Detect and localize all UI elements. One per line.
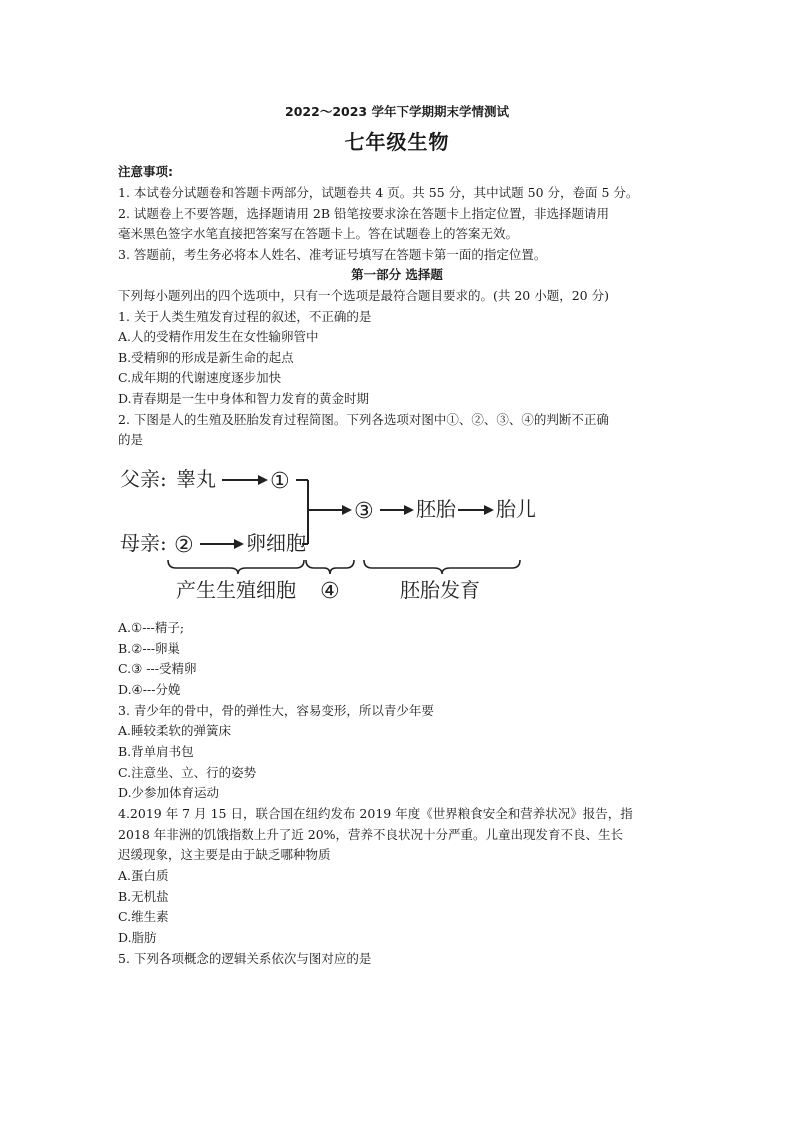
question-1-option-b: B.受精卵的形成是新生命的起点 [118, 350, 294, 365]
question-4-option-b: B.无机盐 [118, 889, 169, 904]
notes-item-2-line-2: 毫米黑色签字水笔直接把答案写在答题卡上。答在试题卷上的答案无效。 [118, 226, 519, 241]
question-5-stem: 5. 下列各项概念的逻辑关系依次与图对应的是 [118, 951, 372, 966]
question-4-stem-line-1: 4.2019 年 7 月 15 日，联合国在纽约发布 2019 年度《世界粮食安全和营养状况》报告，指 [118, 806, 633, 821]
exam-title: 2022～2023 学年下学期期末学情测试 [285, 104, 509, 119]
reproduction-diagram [118, 452, 546, 612]
question-2-option-b: B.②---卵巢 [118, 641, 181, 656]
embryo-label: 胚胎 [416, 497, 456, 521]
fetus-label: 胎儿 [496, 497, 536, 521]
question-4-option-d: D.脂肪 [118, 930, 157, 945]
question-2-stem-line-2: 的是 [118, 432, 144, 447]
question-4-stem-line-2: 2018 年非洲的饥饿指数上升了近 20%，营养不良状况十分严重。儿童出现发育不良、生长 [118, 827, 624, 842]
question-1-stem: 1. 关于人类生殖发育过程的叙述，不正确的是 [118, 309, 372, 324]
question-4-stem-line-3: 迟缓现象，这主要是由于缺乏哪种物质 [118, 847, 331, 862]
notes-item-2-line-1: 2. 试题卷上不要答题，选择题请用 2B 铅笔按要求涂在答题卡上指定位置，非选择题请用 [118, 206, 609, 221]
subject-title: 七年级生物 [344, 130, 450, 154]
question-2-option-c: C.③ ---受精卵 [118, 661, 197, 676]
question-3-option-c: C.注意坐、立、行的姿势 [118, 765, 257, 780]
question-1-option-a: A.人的受精作用发生在女性输卵管中 [118, 329, 319, 344]
mother-label: 母亲: [120, 531, 167, 555]
arrowhead [404, 505, 414, 515]
question-3-option-a: A.睡较柔软的弹簧床 [118, 723, 232, 738]
father-row [120, 467, 308, 494]
circle-1-label: ① [270, 469, 290, 494]
question-2-stem-line-1: 2. 下图是人的生殖及胚胎发育过程简图。下列各选项对图中①、②、③、④的判断不正确 [118, 412, 609, 427]
circle-2-label: ② [174, 533, 194, 558]
father-label: 父亲: [120, 467, 167, 491]
mother-row [120, 531, 308, 558]
question-1-option-c: C.成年期的代谢速度逐步加快 [118, 370, 282, 385]
question-4-option-a: A.蛋白质 [118, 868, 169, 883]
brace-produce [168, 560, 304, 574]
egg-cell-label: 卵细胞 [246, 531, 306, 555]
notes-heading: 注意事项: [118, 164, 173, 179]
question-3-option-b: B.背单肩书包 [118, 744, 194, 759]
question-4-option-c: C.维生素 [118, 909, 169, 924]
circle-3-label: ③ [354, 499, 374, 524]
question-1-option-d: D.青春期是一生中身体和智力发育的黄金时期 [118, 391, 370, 406]
brace-development [364, 560, 520, 574]
arrowhead [342, 505, 352, 515]
arrowhead [234, 539, 244, 549]
section-instructions: 下列每小题列出的四个选项中，只有一个选项是最符合题目要求的。(共 20 小题，20 分) [118, 288, 609, 303]
question-2-option-d: D.④---分娩 [118, 682, 181, 697]
question-3-stem: 3. 青少年的骨中，骨的弹性大，容易变形，所以青少年要 [118, 703, 434, 718]
embryo-development-label: 胚胎发育 [400, 578, 480, 602]
notes-item-1: 1. 本试卷分试题卷和答题卡两部分，试题卷共 4 页。共 55 分，其中试题 50 分，卷面 5 分。 [118, 185, 639, 200]
arrowhead [484, 505, 494, 515]
notes-item-3: 3. 答题前，考生务必将本人姓名、准考证号填写在答题卡第一面的指定位置。 [118, 247, 547, 262]
question-2-option-a: A.①---精子; [118, 620, 185, 635]
brace-4 [306, 560, 354, 574]
question-3-option-d: D.少参加体育运动 [118, 785, 220, 800]
produce-gametes-label: 产生生殖细胞 [176, 578, 296, 602]
testis-label: 睾丸 [176, 467, 216, 491]
arrowhead [258, 475, 268, 485]
circle-4-label: ④ [320, 579, 340, 604]
section-heading: 第一部分 选择题 [351, 267, 443, 282]
